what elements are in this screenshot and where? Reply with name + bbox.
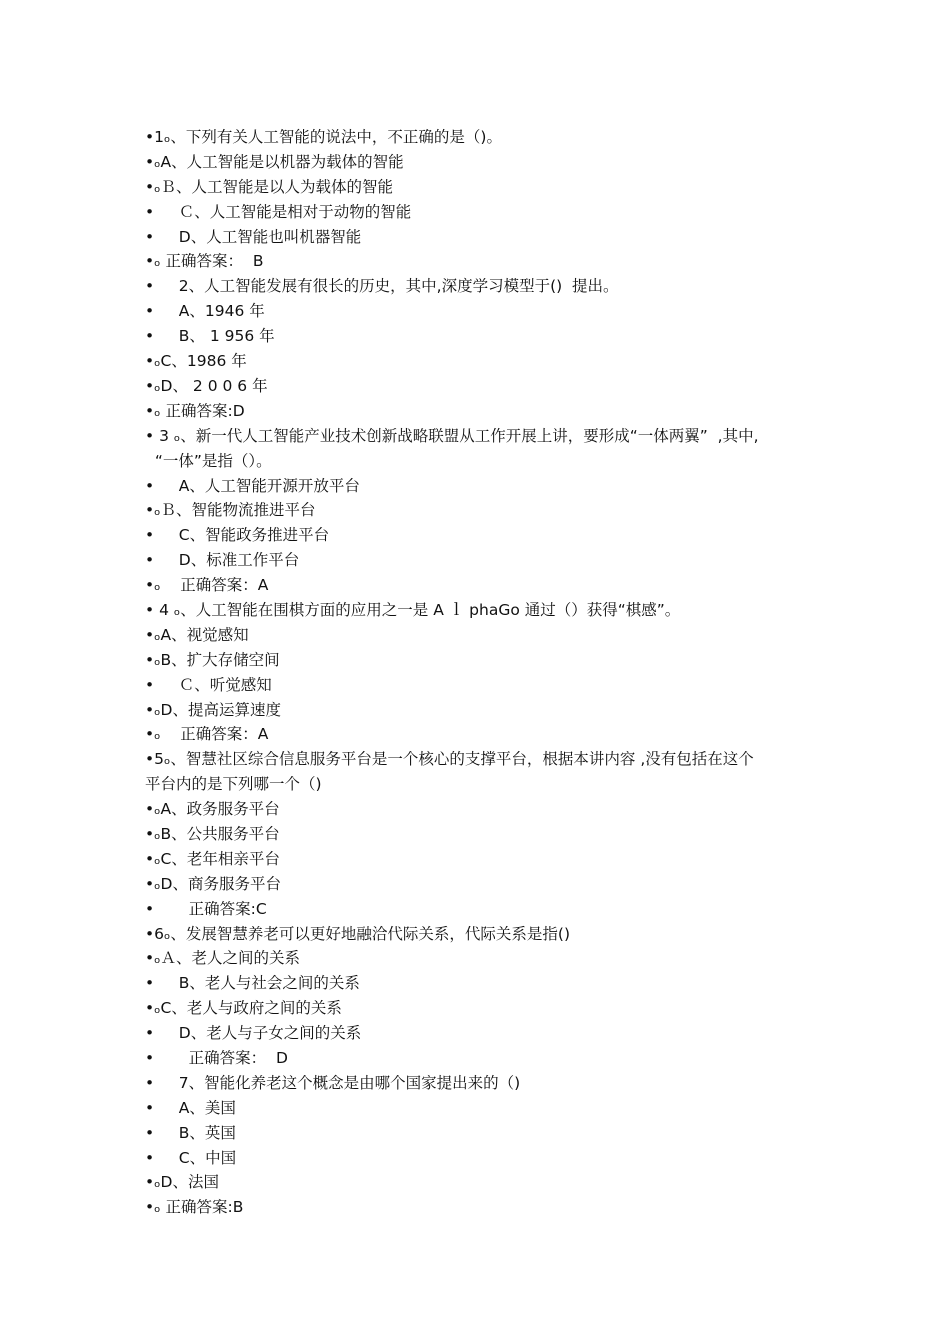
- text-line: • 3 ₒ、新一代人工智能产业技术创新战略联盟从工作开展上讲，要形成“一体两翼” ,其中, “一体”是指（）。: [145, 426, 759, 470]
- text-line: • C、智能政务推进平台: [145, 526, 330, 545]
- text-line: •ₒD、提高运算速度: [145, 700, 281, 719]
- text-line: •1ₒ、下列有关人工智能的说法中，不正确的是（)。: [145, 128, 502, 146]
- text-line: •ₒ 正确答案： B: [145, 252, 264, 271]
- text-line: • 4 ₒ、人工智能在围棋方面的应用之一是 A ｌ phaGo 通过（）获得“棋感”。: [145, 600, 681, 619]
- text-line: •5ₒ、智慧社区综合信息服务平台是一个核心的支撑平台，根据本讲内容 ,没有包括在这个 平台内的是下列哪一个（): [145, 750, 754, 794]
- text-line: •ₒ 正确答案：A: [145, 576, 269, 595]
- text-line: •ₒC、老年相亲平台: [145, 849, 280, 868]
- text-line: • D、人工智能也叫机器智能: [145, 227, 362, 246]
- text-line: •ₒC、1986 年: [145, 352, 247, 371]
- text-line: • A、人工智能开源开放平台: [145, 476, 360, 495]
- text-line: • A、1946 年: [145, 302, 265, 321]
- text-line: •ₒB、公共服务平台: [145, 825, 280, 843]
- text-line: • B、英国: [145, 1123, 236, 1142]
- text-line: • 正确答案： D: [145, 1049, 288, 1068]
- text-line: • 正确答案:C: [145, 899, 267, 918]
- text-line: •ₒ 正确答案:D: [145, 401, 245, 420]
- text-line: •6ₒ、发展智慧养老可以更好地融洽代际关系，代际关系是指(): [145, 924, 571, 943]
- text-line: •ₒD、商务服务平台: [145, 874, 281, 893]
- text-line: • D、标准工作平台: [145, 551, 300, 570]
- text-line: •ₒD、 2 0 0 6 年: [145, 376, 268, 395]
- text-line: • Ｃ、听觉感知: [145, 675, 272, 694]
- text-line: • B、 1 956 年: [145, 327, 275, 346]
- document-body: [145, 125, 825, 1220]
- text-line: • 7、智能化养老这个概念是由哪个国家提出来的（): [145, 1073, 521, 1092]
- text-line: •ₒC、老人与政府之间的关系: [145, 999, 342, 1018]
- text-line: • C、中国: [145, 1148, 237, 1167]
- text-line: • 2、人工智能发展有很长的历史，其中,深度学习模型于() 提出。: [145, 277, 619, 296]
- text-line: •ₒＢ、人工智能是以人为载体的智能: [145, 177, 394, 196]
- text-line: •ₒＢ、智能物流推进平台: [145, 501, 316, 520]
- text-line: •ₒＡ、老人之间的关系: [145, 949, 301, 968]
- text-line: •ₒA、政务服务平台: [145, 800, 280, 819]
- text-line: •ₒA、视觉感知: [145, 625, 249, 644]
- text-line: •ₒ 正确答案：A: [145, 725, 269, 744]
- text-line: • B、老人与社会之间的关系: [145, 974, 360, 993]
- text-line: •ₒB、扩大存储空间: [145, 650, 280, 669]
- text-line: • Ｃ、人工智能是相对于动物的智能: [145, 202, 412, 221]
- text-line: •ₒ 正确答案:B: [145, 1198, 244, 1217]
- text-line: •ₒA、人工智能是以机器为载体的智能: [145, 152, 404, 171]
- text-line: • A、美国: [145, 1098, 236, 1117]
- text-line: •ₒD、法国: [145, 1173, 219, 1192]
- text-line: • D、老人与子女之间的关系: [145, 1024, 362, 1043]
